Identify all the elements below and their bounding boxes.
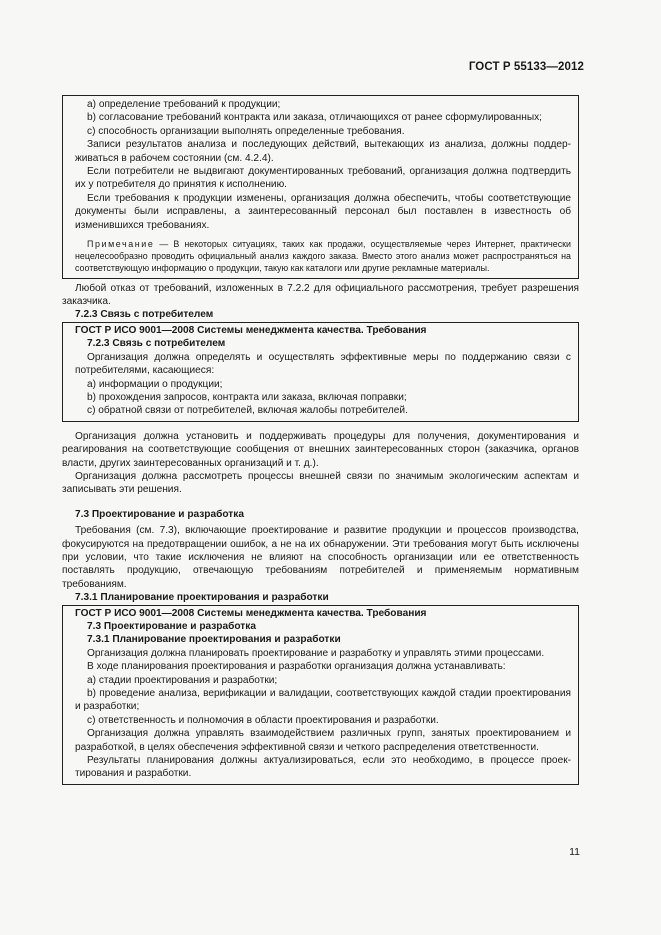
list-item: с) обратной связи от потребителей, включая жалобы потребителей. [87, 405, 408, 417]
paragraph: Организация должна управлять взаимодействием различных групп, занятых проектированием и разработкой, в целях обеспечения эффективной связи и четкого распределения ответственности. [75, 728, 571, 753]
paragraph: Если потребители не выдвигают документированных требований, организация должна подтвердить их у потребителя до принятия к исполнению. [75, 166, 571, 191]
paragraph-refusal: Любой отказ от требований, изложенных в 7.2.2 для официального рассмотрения, требует разрешения заказчика. [62, 282, 579, 308]
section-heading-7-2-3: 7.2.3 Связь с потребителем [75, 309, 214, 321]
box-subtitle: 7.3.1 Планирование проектирования и разработки [87, 634, 341, 646]
note-text: — В некоторых ситуациях, таких как продажи, осуществляемые через Интернет, практически нецелесообразно проводить официальный анализ каждого заказа. Вместо этого анализ может распространяться на соответствующую информацию о продукции, такую как каталоги или другие рекламные материалы. [75, 239, 571, 274]
paragraph-design: Требования (см. 7.3), включающие проектирование и развитие продукции и процессов производства, фокусируются на предотвращении ошибок, а не на их обнаружении. Эти требования могут быть исключены при условии, что такие исключения не влияют на способность организации или ее ответственность поставлять продукцию, отвечающую требованиям потребителей и применяемым нормативным требованиям. [62, 525, 579, 590]
paragraph: Если требования к продукции изменены, организация должна обеспечить, чтобы соответствующие документы были исправлены, а заинтересованный персонал был поставлен в известность об изменившихся требованиях. [75, 192, 571, 231]
page-number: 11 [569, 846, 580, 858]
box-subtitle: 7.3 Проектирование и разработка [87, 621, 256, 633]
box-title: ГОСТ Р ИСО 9001—2008 Системы менеджмента качества. Требования [75, 324, 427, 336]
quoted-standard-box-7-2-3 [62, 322, 579, 422]
list-item: с) ответственность и полномочия в области проектирования и разработки. [87, 714, 439, 726]
list-item: с) способность организации выполнять определенные требования. [87, 125, 405, 137]
paragraph: Записи результатов анализа и последующих действий, вытекающих из анализа, должны поддерживаться в рабочем состоянии (см. 4.2.4). [75, 139, 571, 164]
standard-header: ГОСТ Р 55133—2012 [468, 61, 584, 73]
list-item: а) стадии проектирования и разработки; [87, 674, 278, 686]
section-heading-7-3: 7.3 Проектирование и разработка [75, 508, 244, 520]
list-item: b) согласование требований контракта или заказа, отличающихся от ранее сформулированных; [87, 112, 543, 124]
paragraph: Организация должна определять и осуществлять эффективные меры по поддержанию связи с потребителями, касающиеся: [75, 351, 571, 377]
paragraph: Результаты планирования должны актуализироваться, если это необходимо, в процессе проектирования и разработки. [75, 755, 571, 780]
quoted-standard-box-7-3-1 [62, 605, 579, 785]
box-title: ГОСТ Р ИСО 9001—2008 Системы менеджмента качества. Требования [75, 607, 427, 619]
list-item: а) определение требований к продукции; [87, 99, 281, 110]
section-heading-7-3-1: 7.3.1 Планирование проектирования и разработки [75, 592, 329, 604]
page-content [62, 95, 579, 785]
paragraph: Организация должна планировать проектирование и разработку и управлять этими процессами. [87, 647, 545, 659]
list-item: а) информации о продукции; [87, 378, 223, 390]
note-label: Примечание [87, 239, 155, 250]
paragraph-procedures: Организация должна установить и поддерживать процедуры для получения, документирования и реагирования на соответствующие сообщения от внешних заинтересованных сторон (заказчика, органов власти, других заинтересованных организаций и т. д.). [62, 430, 579, 469]
paragraph-review: Организация должна рассмотреть процессы внешней связи по значимым экологическим аспектам и записывать эти решения. [62, 470, 579, 496]
quoted-requirements-box [62, 95, 579, 279]
box-subtitle: 7.2.3 Связь с потребителем [87, 338, 226, 350]
paragraph: В ходе планирования проектирования и разработки организация должна устанавливать: [87, 661, 506, 673]
list-item: b) проведение анализа, верификации и валидации, соответствующих каждой стадии проектирования и разработки; [75, 688, 571, 713]
list-item: b) прохождения запросов, контракта или заказа, включая поправки; [87, 391, 407, 403]
note [75, 238, 571, 275]
